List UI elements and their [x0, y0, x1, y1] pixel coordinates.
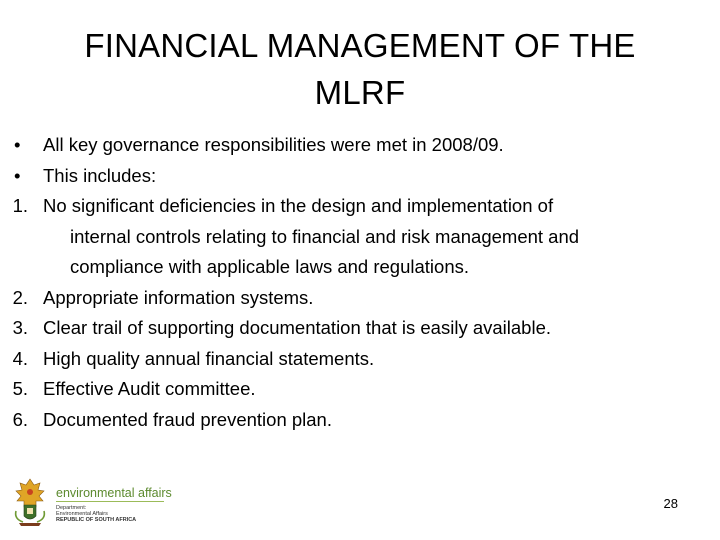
bullet-text: All key governance responsibilities were met in 2008/09. [43, 134, 504, 155]
title-line-2: MLRF [314, 74, 406, 111]
numbered-item [0, 313, 720, 344]
numbered-item [0, 344, 720, 375]
numbered-text: Clear trail of supporting documentation that is easily available. [43, 317, 552, 338]
bullet-marker: • [14, 134, 21, 155]
number-marker: 2. [12, 286, 28, 308]
bullet-marker: • [14, 164, 21, 186]
number-marker: 1. [12, 195, 28, 216]
numbered-item [0, 374, 720, 405]
numbered-text-continued: internal controls relating to financial and risk management and [70, 225, 580, 247]
numbered-text-continued: compliance with applicable laws and regulations. [70, 256, 470, 277]
numbered-text: Effective Audit committee. [43, 378, 256, 399]
department-logo [10, 477, 170, 527]
slide-body [0, 130, 720, 435]
numbered-item [0, 283, 720, 314]
page-number: 28 [663, 496, 678, 511]
numbered-item [0, 191, 720, 283]
bullet-text: This includes: [43, 164, 157, 186]
logo-department-name: Environmental Affairs [56, 511, 108, 517]
title-line-1: FINANCIAL MANAGEMENT OF THE [84, 27, 636, 64]
numbered-text: Appropriate information systems. [43, 286, 314, 308]
numbered-text: Documented fraud prevention plan. [43, 408, 332, 430]
logo-country: REPUBLIC OF SOUTH AFRICA [56, 517, 137, 523]
bullet-item [0, 130, 720, 161]
bullet-item [0, 161, 720, 192]
number-marker: 4. [12, 347, 28, 369]
logo-divider [56, 501, 164, 502]
coat-of-arms-icon [10, 477, 50, 527]
logo-brand-text: environmental affairs [56, 486, 172, 500]
logo-department-label: Department: [56, 505, 87, 511]
slide-title [40, 22, 680, 116]
numbered-text: High quality annual financial statements. [43, 347, 375, 369]
number-marker: 3. [12, 317, 28, 338]
numbered-item [0, 405, 720, 436]
number-marker: 5. [12, 378, 28, 399]
numbered-text: No significant deficiencies in the design and implementation of [43, 195, 554, 216]
number-marker: 6. [12, 408, 28, 430]
